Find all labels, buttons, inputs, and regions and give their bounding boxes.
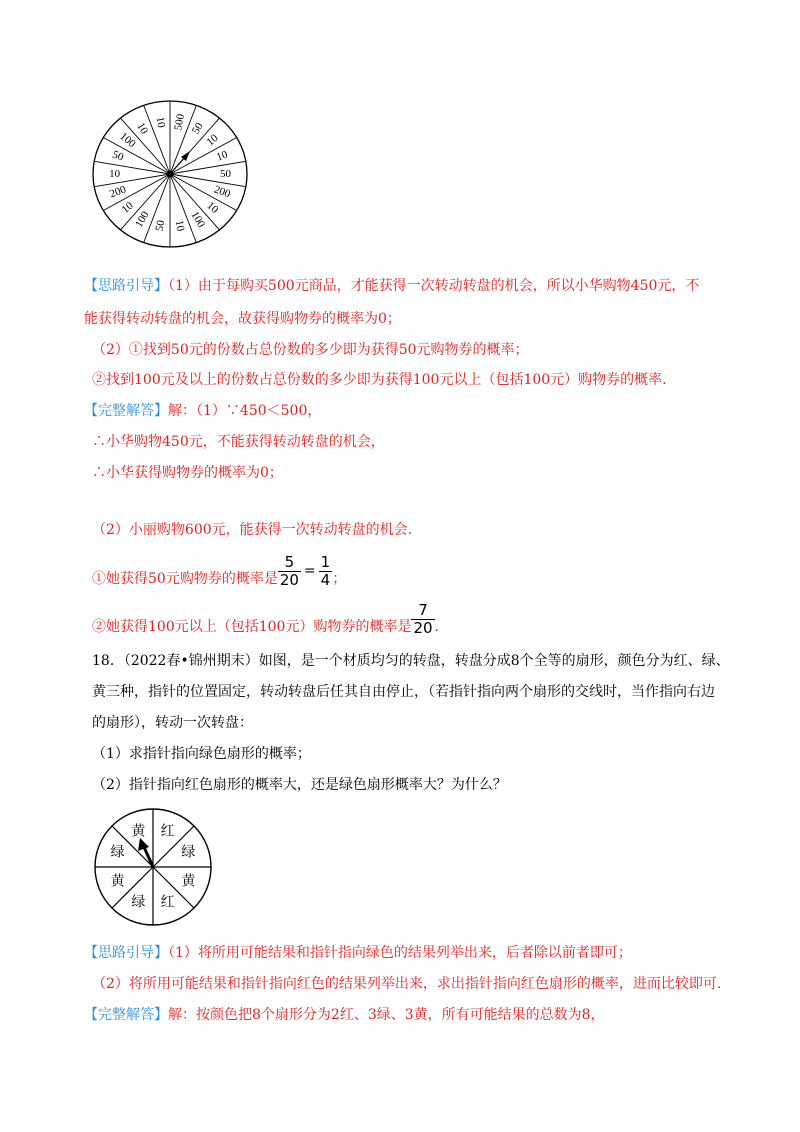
sector-label: 100 [117,130,138,151]
sector-label: 红 [160,894,175,911]
sector-label: 10 [214,148,230,164]
sector-label: 绿 [181,844,196,861]
sector-label: 10 [204,199,221,216]
answer-1-line-3: ∴小华获得购物券的概率为0； [92,465,283,481]
answer-2-line-1: 【完整解答】解：按颜色把8个扇形分为2红、3绿、3黄，所有可能结果的总数为8， [84,1007,605,1023]
sector-label: 绿 [110,844,125,861]
answer-1-line-5: ①她获得50元购物券的概率是 $\frac{5}{20}$ = $\frac{1}{4}$ ； [92,553,347,589]
sector-label: 10 [109,168,121,180]
question-18-line-3: 的扇形），转动一次转盘： [92,715,253,731]
hint-1-line-2: 能获得转动转盘的机会，故获得购物券的概率为0； [84,311,401,327]
hint-2-line-2: （2）将所用可能结果和指针指向红色的结果列举出来，求出指针指向红色扇形的概率，进而比较即可. [92,976,722,992]
answer-1-line-4: （2）小丽购物600元，能获得一次转动转盘的机会. [92,522,413,538]
sector-label: 200 [212,183,232,201]
sector-label: 100 [132,209,152,230]
sector-label: 50 [219,168,231,180]
hint-1-line-4: ②找到100元及以上的份数占总份数的多少即为获得100元以上（包括100元）购物券的概率. [92,372,667,388]
answer-1-line-2: ∴小华购物450元，不能获得转动转盘的机会， [92,434,385,450]
sector-label: 50 [189,120,206,137]
pointer-arrow-icon [138,838,153,867]
sector-label: 黄 [131,823,146,840]
question-18-part-2: （2）指针指向红色扇形的概率大，还是绿色扇形概率大？为什么？ [92,777,507,793]
question-18-line-1: 18．（2022春•锦州期末）如图，是一个材质均匀的转盘，转盘分成8个全等的扇形，颜色分为红、绿、 [92,653,730,669]
hint-tag: 【思路引导】 [84,945,168,961]
question-18-part-1: （1）求指针指向绿色扇形的概率； [92,746,311,762]
fraction-1-4: $\frac{1}{4}$ [320,553,331,589]
sector-label: 10 [172,219,187,233]
answer-1-line-6: ②她获得100元以上（包括100元）购物券的概率是 $\frac{7}{20}$ . [92,601,439,637]
color-wheel-figure [92,806,214,928]
sector-label: 绿 [131,894,146,911]
voucher-wheel-figure [90,100,254,252]
sector-divider [170,174,196,243]
hint-1-line-1: 【思路引导】（1）由于每购买500元商品，才能获得一次转动转盘的机会，所以小华购物450元，不 [84,278,700,294]
sector-label: 500 [172,113,187,132]
sector-label: 10 [204,132,221,149]
answer-tag: 【完整解答】 [84,1007,168,1023]
hint-2-line-1: 【思路引导】（1）将所用可能结果和指针指向绿色的结果列举出来，后者除以前者即可； [84,945,632,961]
sector-label: 黄 [181,873,196,890]
sector-label: 50 [110,148,126,164]
pointer-arrow-icon [170,151,190,174]
hint-tag: 【思路引导】 [84,278,168,294]
sector-label: 黄 [110,873,125,890]
sector-label: 100 [188,209,208,230]
answer-1-line-1: 【完整解答】解：（1）∵450＜500， [84,403,322,419]
sector-divider [144,174,170,243]
sector-label: 10 [119,199,136,216]
sector-label: 200 [108,183,128,201]
answer-tag: 【完整解答】 [84,403,168,419]
fraction-7-20: $\frac{7}{20}$ [413,601,433,637]
sector-label: 10 [153,115,168,129]
question-18-line-2: 黄三种，指针的位置固定，转动转盘后任其自由停止，（若指针指向两个扇形的交线时，当作指向右边 [92,684,715,700]
sector-label: 10 [134,120,151,137]
sector-label: 红 [160,823,175,840]
sector-label: 50 [153,219,168,233]
hint-1-line-3: （2）①找到50元的份数占总份数的多少即为获得50元购物券的概率； [92,342,529,358]
fraction-5-20: $\frac{5}{20}$ [279,553,299,589]
